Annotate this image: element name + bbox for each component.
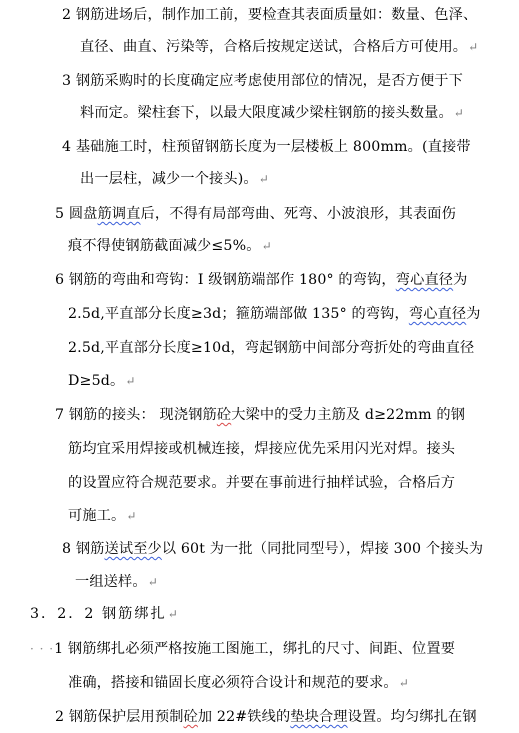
text-run: 2.5d,平直部分长度≥3d；箍筋端部做 135° 的弯钩， <box>68 306 409 322</box>
paragraph-line <box>68 471 455 495</box>
paragraph-line <box>75 570 158 594</box>
text-run: 的设置应符合规范要求。并要在事前进行抽样试验，合格后方 <box>68 475 456 491</box>
pilcrow-mark: ↵ <box>453 106 464 120</box>
paragraph-line <box>68 504 137 528</box>
paragraph-line <box>80 101 464 125</box>
text-run: 筋均宜采用焊接或机械连接，焊接应优先采用闪光对焊。接头 <box>68 441 456 457</box>
pilcrow-mark: ↵ <box>147 575 158 589</box>
text-run: 一组送样。 <box>75 574 147 590</box>
text-run: D≥5d。 <box>68 373 125 389</box>
paragraph-line <box>80 35 478 59</box>
pilcrow-mark: ↵ <box>126 509 137 523</box>
text-run: 4 基础施工时，柱预留钢筋长度为一层楼板上 800mm。(直接带 <box>62 139 471 155</box>
text-run: 加 22#铁线的 <box>197 709 291 725</box>
paragraph-line <box>80 167 269 191</box>
pilcrow-mark: ↵ <box>125 374 136 388</box>
paragraph-line <box>62 3 477 27</box>
text-run: 为 <box>466 306 481 322</box>
paragraph-line <box>68 302 481 326</box>
text-run: 以 60t 为一批（同批同型号），焊接 300 个接头为 <box>161 541 484 557</box>
text-run: 2 钢筋保护层用预制 <box>55 709 184 725</box>
paragraph-line <box>68 234 272 258</box>
grammar-flagged-text: 垫块合理 <box>290 709 348 725</box>
paragraph-line <box>62 69 463 93</box>
text-run: 5 圆盘 <box>55 206 98 222</box>
paragraph-line <box>62 135 471 159</box>
paragraph-line <box>68 369 136 393</box>
grammar-flagged-text: 筋调直 <box>97 206 141 222</box>
section-heading <box>30 602 180 626</box>
text-run: 直径、曲直、污染等，合格后按规定送试，合格后方可使用。 <box>80 39 468 55</box>
text-run: 3 钢筋采购时的长度确定应考虑使用部位的情况，是否方便于下 <box>62 73 463 89</box>
paragraph-line <box>30 637 455 661</box>
text-run: 7 钢筋的接头： 现浇钢筋 <box>55 407 217 423</box>
pilcrow-mark: ↵ <box>167 607 180 621</box>
text-run: 2 钢筋进场后，制作加工前，要检查其表面质量如：数量、色泽、 <box>62 7 478 23</box>
paragraph-line <box>68 671 409 695</box>
pilcrow-mark: ↵ <box>261 239 272 253</box>
text-run: 大梁中的受力主筋及 d≥22mm 的钢 <box>231 407 466 423</box>
pilcrow-mark: ↵ <box>258 172 269 186</box>
text-run: 准确，搭接和锚固长度必须符合设计和规范的要求。 <box>68 675 398 691</box>
text-run: 1 钢筋绑扎必须严格按施工图施工，绑扎的尺寸、间距、位置要 <box>54 641 456 657</box>
text-run: 后，不得有局部弯曲、死弯、小波浪形，其表面伤 <box>140 206 456 222</box>
text-run: 6 钢筋的弯曲和弯钩：I 级钢筋端部作 180° 的弯钩， <box>55 272 396 288</box>
text-run: 痕不得使钢筋截面减少≤5%。 <box>68 238 261 254</box>
text-run: 2.5d,平直部分长度≥10d，弯起钢筋中间部分弯折处的弯曲直径 <box>68 340 475 356</box>
spelling-flagged-text: 砼 <box>183 709 198 725</box>
paragraph-line <box>55 268 467 292</box>
text-run: 8 钢筋 <box>62 541 105 557</box>
paragraph-line <box>55 705 477 729</box>
pilcrow-mark: ↵ <box>398 676 409 690</box>
text-run: 可施工。 <box>68 508 126 524</box>
paragraph-line <box>68 437 455 461</box>
paragraph-line <box>68 336 474 360</box>
leader-dots: · · · <box>30 642 55 656</box>
text-run: 为 <box>453 272 468 288</box>
pilcrow-mark: ↵ <box>468 40 479 54</box>
paragraph-line <box>55 403 465 427</box>
heading-text: 3．2．2 钢筋绑扎 <box>30 606 167 622</box>
grammar-flagged-text: 弯心直径 <box>408 306 467 322</box>
text-run: 设置。均匀绑扎在钢 <box>347 709 477 725</box>
spelling-flagged-text: 砼 <box>216 407 232 423</box>
grammar-flagged-text: 弯心直径 <box>395 272 454 288</box>
paragraph-line <box>62 537 483 561</box>
text-run: 料而定。梁柱套下，以最大限度减少梁柱钢筋的接头数量。 <box>80 105 453 121</box>
text-run: 出一层柱，减少一个接头)。 <box>80 171 258 187</box>
paragraph-line <box>55 202 456 226</box>
grammar-flagged-text: 送试至少 <box>104 541 162 557</box>
